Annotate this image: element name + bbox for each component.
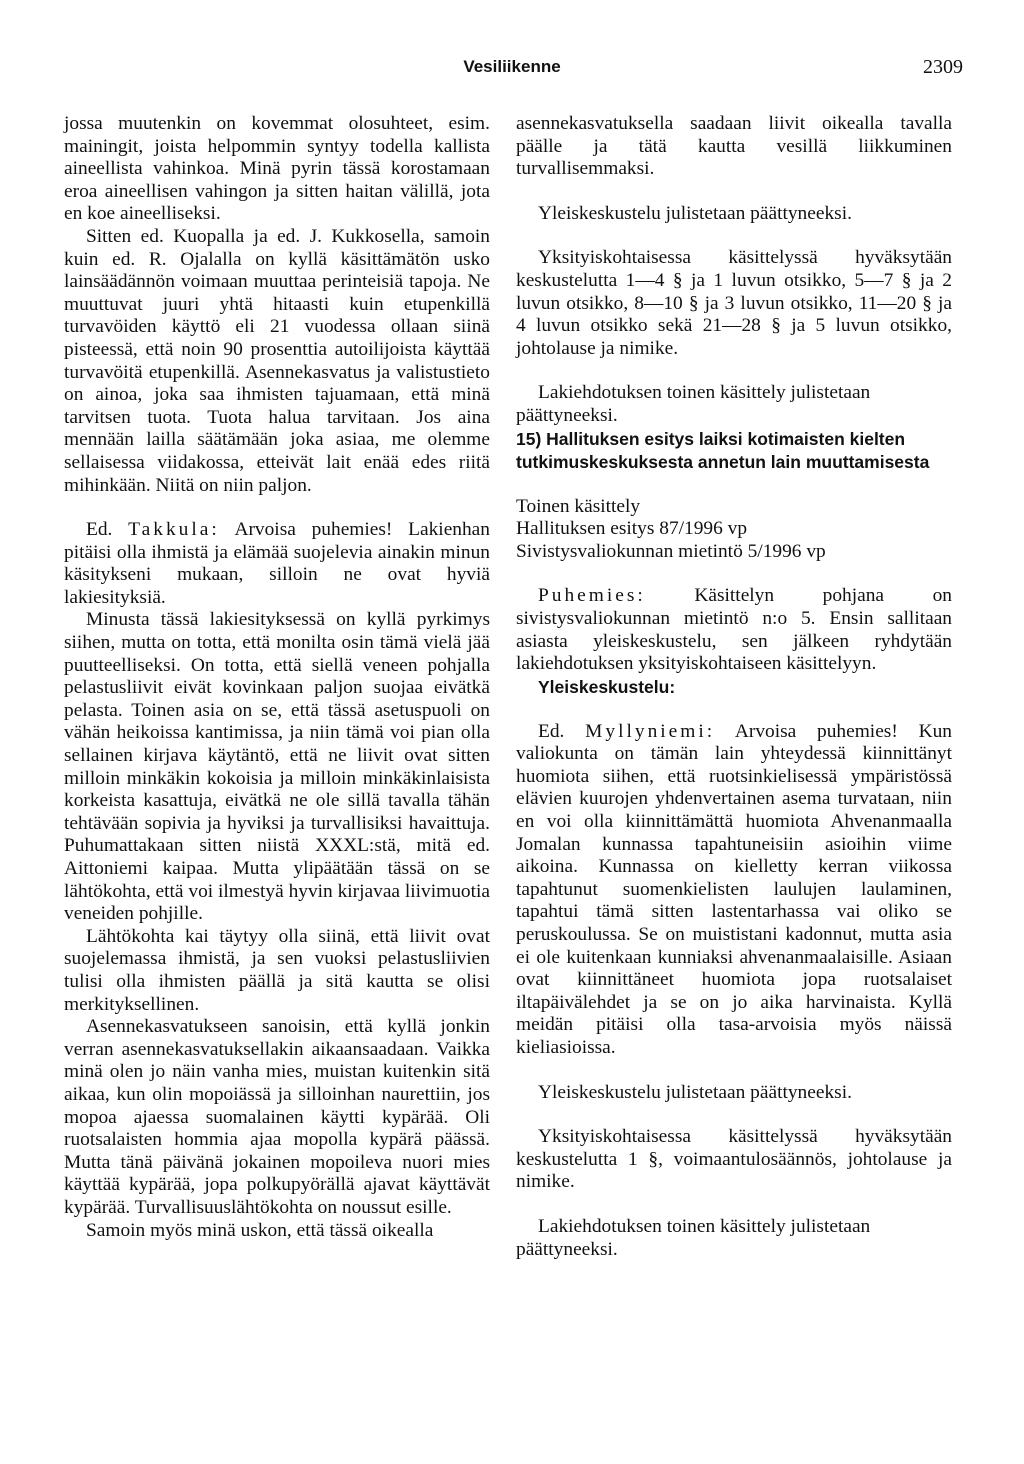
- speech-myllyniemi: [516, 721, 952, 1060]
- reference-line: Hallituksen esitys 87/1996 vp: [516, 518, 748, 540]
- paragraph: Asennekasvatukseen sanoisin, että kyllä jonkin verran asennekasvatuksellakin aikaansaadaan. Vaikka minä olen jo näin vanha mies, muistan kuitenkin sitä aikaa, kun olin mopoiässä ja silloinhan naurettiin, jos mopoa ajaessa suomalainen käytti kypärää. Oli ruotsalaisten hommia ajaa mopolla kypärä päässä. Mutta tänä päivänä jokainen mopoileva nuori mies käyttää kypärää, jopa polkupyörällä ajavat käyttävät kypärää. Turvallisuuslähtökohta on noussut esille.: [64, 1016, 490, 1218]
- paragraph: jossa muutenkin on kovemmat olosuhteet, esim. mainingit, joista helpommin syntyy todella kallista aineellista vahinkoa. Minä pyrin tässä korostamaan eroa aineellisen vahingon ja sitten haitan välillä, jota en koe aineelliseksi.: [64, 113, 490, 225]
- left-column: [64, 113, 490, 1242]
- speech-takkula: [64, 519, 490, 609]
- speaker-name: Myllyniemi:: [585, 720, 716, 742]
- paragraph: Yksityiskohtaisessa käsittelyssä hyväksytään keskustelutta 1—4 § ja 1 luvun otsikko, 5—7 § ja 2 luvun otsikko, 8—10 § ja 3 luvun otsikko, 11—20 § ja 4 luvun otsikko sekä 21—28 § ja 5 luvun otsikko, johtolause ja nimike.: [516, 247, 952, 359]
- closing-statement: Yleiskeskustelu julistetaan päättyneeksi.: [538, 202, 852, 224]
- speaker-prefix: Ed.: [86, 519, 113, 541]
- speech-text: Arvoisa puhemies! Lakienhan pitäisi olla ihmistä ja elämää suojelevia ainakin minun käsitykseni mukaan, silloin ne ovat hyviä lakiesityksiä.: [64, 519, 490, 608]
- page-header-title: Vesiliikenne: [463, 57, 561, 76]
- paragraph: asennekasvatuksella saadaan liivit oikealla tavalla päälle ja tätä kautta vesillä liikkuminen turvallisemmaksi.: [516, 113, 952, 180]
- closing-statement: Lakiehdotuksen toinen käsittely julistetaan päättyneeksi.: [516, 382, 871, 426]
- section-subheading: Yleiskeskustelu:: [538, 676, 676, 697]
- paragraph: Lähtökohta kai täytyy olla siinä, että liivit ovat suojelemassa ihmistä, ja sen vuoksi pelastusliivien tulisi olla ihmisten päällä ja sitä kautta se olisi merkityksellinen.: [64, 925, 490, 1015]
- paragraph: Samoin myös minä uskon, että tässä oikealla: [86, 1219, 434, 1241]
- speech-text: Arvoisa puhemies! Kun valiokunta on tämän lain yhteydessä kiinnittänyt huomiota siihen, että ruotsinkielisessä ympäristössä elävien kuurojen yhdenvertainen asema turvataan, niin en voi olla kiinnittämättä huomiota Ahvenanmaalla Jomalan kunnassa tapahtuneisiin asioihin viime aikoina. Kunnassa on kielletty kerran viikossa tapahtunut suomenkielisten laulujen laulaminen, tapahtui tämä sitten lastentarhassa vai oliko se peruskoulussa. Se on muististani kadonnut, mutta asia ei ole kuitenkaan kunniaksi ahvenanmaalaisille. Asiaan ovat kiinnittäneet huomiota jopa ruotsalaiset iltapäivälehdet ja se on jo aika harvinaista. Kyllä meidän pitäisi olla tasa-arvoisia myös näissä kieliasioissa.: [516, 720, 952, 1058]
- chair-text: Käsittelyn pohjana on sivistysvaliokunnan mietintö n:o 5. Ensin sallitaan asiasta yleiskeskustelu, sen jälkeen ryhdytään lakiehdotuksen yksityiskohtaiseen käsittelyyn.: [516, 585, 952, 675]
- right-column: [516, 113, 952, 1261]
- agenda-item-heading: 15) Hallituksen esitys laiksi kotimaisten kielten tutkimuskeskuksesta annetun lain muuttamisesta: [516, 428, 930, 472]
- speaker-prefix: Ed.: [538, 720, 565, 742]
- closing-statement: Lakiehdotuksen toinen käsittely julistetaan päättyneeksi.: [516, 1215, 871, 1260]
- paragraph: Sitten ed. Kuopalla ja ed. J. Kukkosella, samoin kuin ed. R. Ojalalla on kyllä käsittämätön usko lainsäädännön voimaan muuttaa perinteisiä tapoja. Ne muuttuvat juuri yhtä hitaasti kuin etupenkillä turvavöiden käyttö eli 21 vuodessa ollaan siinä pisteessä, että noin 90 prosenttia autoilijoista käyttää turvavöitä etupenkillä. Asennekasvatus ja valistustieto on ainoa, joka saa ihmisten tajuamaan, että minä tarvitsen tuota. Tuota halua tarvitaan. Jos aina mennään lailla säätämään joka asiaa, me olemme sellaisessa viidakossa, etteivät lait enää edes riitä mihinkään. Niitä on niin paljon.: [64, 225, 490, 496]
- reference-line: Toinen käsittely: [516, 495, 641, 517]
- chair-name: Puhemies:: [538, 585, 646, 607]
- paragraph: Minusta tässä lakiesityksessä on kyllä pyrkimys siihen, mutta on totta, että monilta osin tämä vielä jää puutteelliseksi. On totta, että siellä veneen pohjalla pelastusliivit eivät kovinkaan paljon suojaa eivätkä pelasta. Toinen asia on se, että tässä asetuspuoli on vähän heikoissa kantimissa, ja niin tämä voi pian olla sellainen kirjava käytäntö, että ne liivit ovat sitten milloin minkäkin kokoisia ja milloin minkäkinlaisista korkeista kasattuja, eivätkä ne ole sillä tavalla tähän tehtävään sopivia ja hyviksi ja turvallisiksi havaittuja. Puhumattakaan sitten niistä XXXL:stä, mitä ed. Aittoniemi kaipaa. Mutta ylipäätään tässä on se lähtökohta, että voi ilmestyä hyvin kirjavaa liivimuotia veneiden pohjille.: [64, 609, 490, 925]
- paragraph: Yksityiskohtaisessa käsittelyssä hyväksytään keskustelutta 1 §, voimaantulosäännös, johtolause ja nimike.: [516, 1126, 952, 1193]
- document-references: [516, 496, 952, 564]
- page-number: 2309: [923, 56, 963, 78]
- closing-statement: Yleiskeskustelu julistetaan päättyneeksi.: [538, 1081, 852, 1103]
- speaker-name: Takkula:: [128, 519, 220, 541]
- chair-statement: [516, 585, 952, 675]
- reference-line: Sivistysvaliokunnan mietintö 5/1996 vp: [516, 540, 826, 562]
